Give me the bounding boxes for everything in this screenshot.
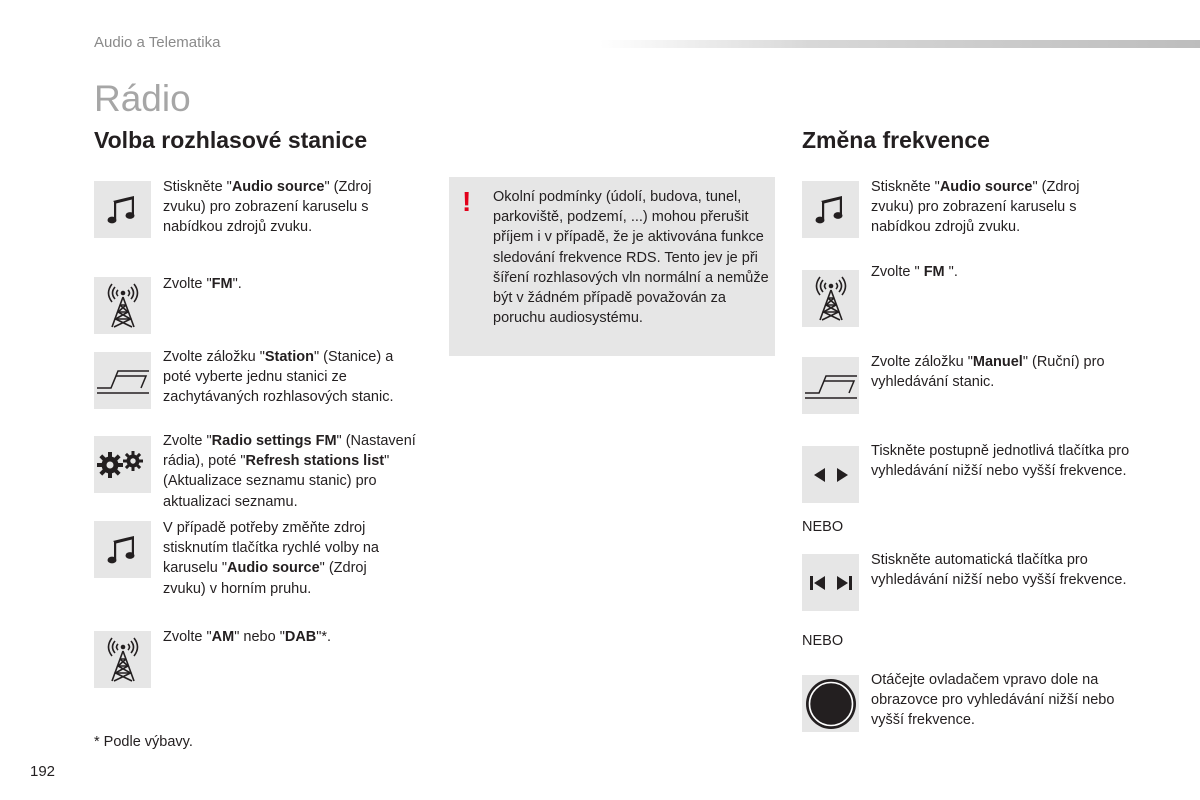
left-step-4: Zvolte "Radio settings FM" (Nastavení rádia), poté "Refresh stations list" (Aktualizace seznamu stanic) pro aktualizaci seznamu. (163, 433, 416, 510)
left-step-6: Zvolte "AM" nebo "DAB"*. (163, 629, 332, 645)
arrows-icon (802, 446, 859, 503)
or-separator-2: NEBO (802, 633, 844, 649)
radio-antenna-icon (802, 270, 859, 327)
skip-icon (802, 554, 859, 611)
right-step-4: Tiskněte postupně jednotlivá tlačítka pro vyhledávání nižší nebo vyšší frekvence. (871, 443, 1130, 480)
warning-note (449, 177, 775, 356)
music-note-icon (94, 521, 151, 578)
page-title: Rádio (94, 78, 191, 119)
left-section-title: Volba rozhlasové stanice (94, 127, 368, 153)
warning-text: Okolní podmínky (údolí, budova, tunel, parkoviště, podzemí, ...) mohou přerušit příjem i v případě, že je aktivována funkce sledování frekvence RDS. Tento jev je při šíření rozhlasových vln normální a nemůže být v žádném případě považován za poruchu audiosystému. (493, 189, 769, 327)
left-step-1: Stiskněte "Audio source" (Zdroj zvuku) pro zobrazení karuselu s nabídkou zdrojů zvuku. (163, 179, 372, 236)
or-separator-1: NEBO (802, 519, 844, 535)
left-step-3: Zvolte záložku "Station" (Stanice) a poté vyberte jednu stanici ze zachytávaných rozhlasových stanic. (163, 349, 394, 406)
page-number: 192 (30, 763, 56, 780)
right-section-title: Změna frekvence (802, 127, 990, 153)
right-step-6: Otáčejte ovladačem vpravo dole na obrazovce pro vyhledávání nižší nebo vyšší frekvence. (871, 672, 1115, 729)
music-note-icon (94, 181, 151, 238)
right-step-2: Zvolte " FM ". (871, 264, 958, 280)
music-note-icon (802, 181, 859, 238)
gears-icon (94, 436, 151, 493)
tab-icon (802, 357, 859, 414)
right-step-3: Zvolte záložku "Manuel" (Ruční) pro vyhledávání stanic. (871, 354, 1105, 391)
warning-icon: ! (462, 186, 472, 217)
right-step-1: Stiskněte "Audio source" (Zdroj zvuku) pro zobrazení karuselu s nabídkou zdrojů zvuku. (871, 179, 1080, 236)
radio-antenna-icon (94, 277, 151, 334)
radio-antenna-icon (94, 631, 151, 688)
knob-icon (802, 675, 859, 732)
left-step-2: Zvolte "FM". (163, 276, 242, 292)
footnote: * Podle výbavy. (94, 734, 193, 750)
header-section-name: Audio a Telematika (94, 34, 221, 51)
header-rule (600, 40, 1200, 48)
tab-icon (94, 352, 151, 409)
left-step-5: V případě potřeby změňte zdroj stisknutím tlačítka rychlé volby na karuselu "Audio source" (Zdroj zvuku) v horním pruhu. (163, 520, 379, 597)
right-step-5: Stiskněte automatická tlačítka pro vyhledávání nižší nebo vyšší frekvence. (871, 552, 1127, 589)
